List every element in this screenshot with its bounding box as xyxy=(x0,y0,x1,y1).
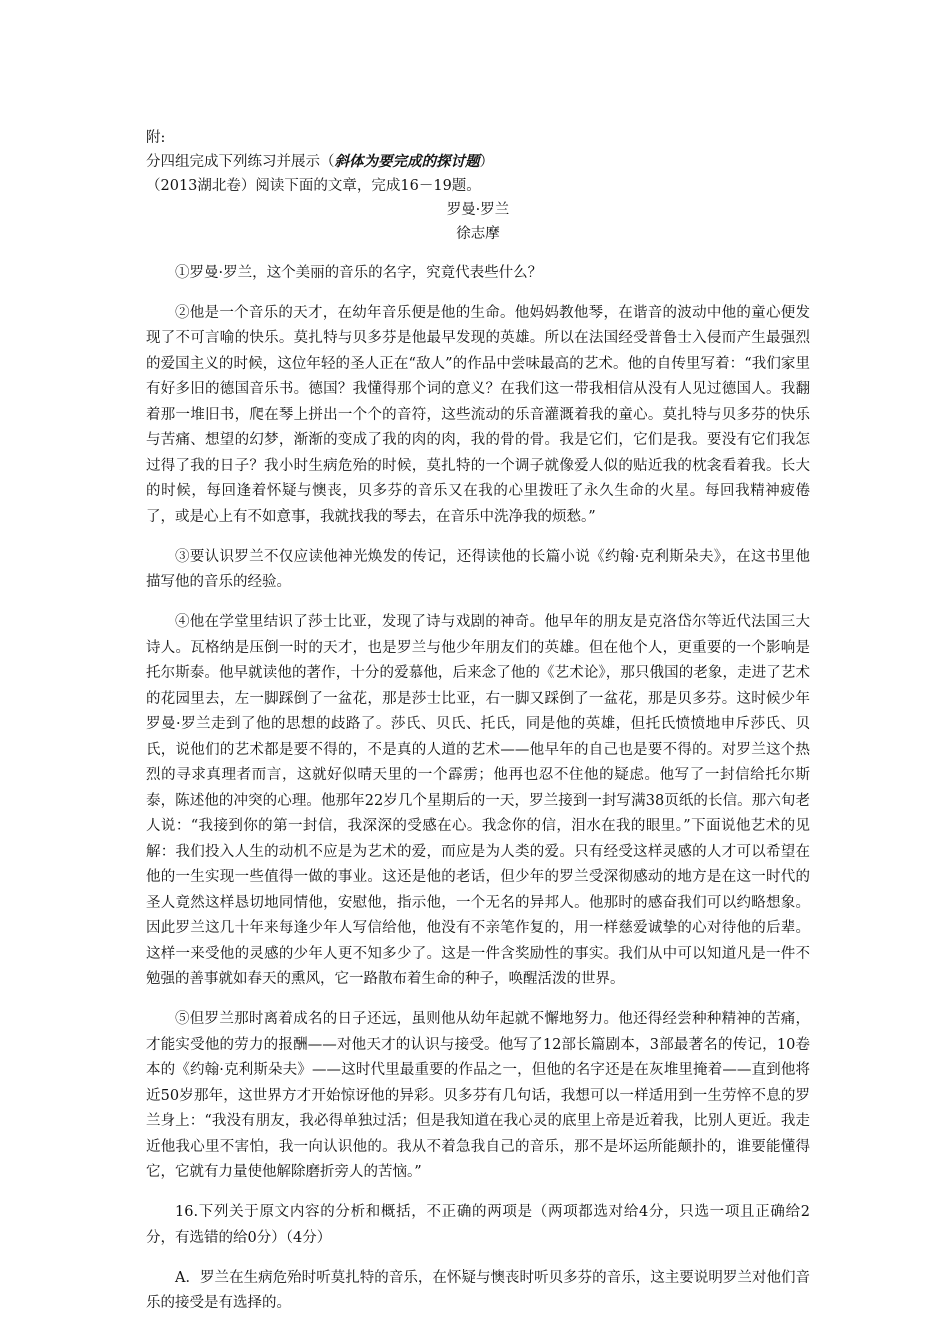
question-16-stem: 16.下列关于原文内容的分析和概括，不正确的两项是（两项都选对给4分，只选一项且正确给2分，有选错的给0分）（4分） xyxy=(146,1204,810,1246)
task-emphasis: 斜体为要完成的探讨题 xyxy=(334,153,480,170)
question-16-option-a: A．罗兰在生病危殆时听莫扎特的音乐，在怀疑与懊丧时听贝多芬的音乐，这主要说明罗兰对他们音乐的接受是有选择的。 xyxy=(146,1269,810,1311)
article-title: 罗曼·罗兰 xyxy=(446,202,510,218)
appendix-label: 附: xyxy=(146,130,166,146)
article-author: 徐志摩 xyxy=(456,226,500,242)
article-paragraph-2: ②他是一个音乐的天才，在幼年音乐便是他的生命。他妈妈教他琴，在谐音的波动中他的童心便发现了不可言喻的快乐。莫扎特与贝多芬是他最早发现的英雄。所以在法国经受普鲁士入侵而产生最强烈的爱国主义的时候，这位年轻的圣人正在“敌人”的作品中尝味最高的艺术。他的自传里写着：“我们家里有好多旧的德国音乐书。德国？我懂得那个词的意义？在我们这一带我相信从没有人见过德国人。我翻着那一堆旧书，爬在琴上拼出一个个的音符，这些流动的乐音灌溉着我的童心。莫扎特与贝多芬的快乐与苦痛、想望的幻梦，渐渐的变成了我的肉的肉，我的骨的骨。我是它们，它们是我。要没有它们我怎过得了我的日子？我小时生病危殆的时候，莫扎特的一个调子就像爱人似的贴近我的枕衾看着我。长大的时候，每回逢着怀疑与懊丧，贝多芬的音乐又在我的心里拨旺了永久生命的火星。每回我精神疲倦了，或是心上有不如意事，我就找我的琴去，在音乐中洗净我的烦愁。” xyxy=(146,304,810,525)
source-line: （2013湖北卷）阅读下面的文章，完成16－19题。 xyxy=(146,178,481,194)
task-instruction xyxy=(146,150,810,174)
article-paragraph-3: ③要认识罗兰不仅应读他神光焕发的传记，还得读他的长篇小说《约翰·克利斯朵夫》，在这书里他描写他的音乐的经验。 xyxy=(146,548,810,590)
article-paragraph-1: ①罗曼·罗兰，这个美丽的音乐的名字，究竟代表些什么？ xyxy=(175,264,543,281)
task-prefix: 分四组完成下列练习并展示（ xyxy=(146,154,335,170)
document-page xyxy=(146,126,810,1331)
task-suffix: ） xyxy=(479,154,494,170)
article-paragraph-5: ⑤但罗兰那时离着成名的日子还远，虽则他从幼年起就不懈地努力。他还得经尝种种精神的苦痛，才能实受他的劳力的报酬——对他天才的认识与接受。他写了12部长篇剧本，3部最著名的传记，10卷本的《约翰·克利斯朵夫》——这时代里最重要的作品之一，但他的名字还是在灰堆里掩着——直到他将近50岁那年，这世界方才开始惊讶他的异彩。贝多芬有几句话，我想可以一样适用到一生劳悴不息的罗兰身上：“我没有朋友，我必得单独过活；但是我知道在我心灵的底里上帝是近着我，比别人更近。我走近他我心里不害怕，我一向认识他的。我从不着急我自己的音乐，那不是坏运所能颠扑的，谁要能懂得它，它就有力量使他解除磨折旁人的苦恼。” xyxy=(146,1011,810,1180)
article-paragraph-4: ④他在学堂里结识了莎士比亚，发现了诗与戏剧的神奇。他早年的朋友是克洛岱尔等近代法国三大诗人。瓦格纳是压倒一时的天才，也是罗兰与他少年朋友们的英雄。但在他个人，更重要的一个影响是托尔斯泰。他早就读他的著作，十分的爱慕他，后来念了他的《艺术论》，那只俄国的老象，走进了艺术的花园里去，左一脚踩倒了一盆花，那是莎士比亚，右一脚又踩倒了一盆花，那是贝多芬。这时候少年罗曼·罗兰走到了他的思想的歧路了。莎氏、贝氏、托氏，同是他的英雄，但托氏愤愤地申斥莎氏、贝氏，说他们的艺术都是要不得的，不是真的人道的艺术——他早年的自己也是要不得的。对罗兰这个热烈的寻求真理者而言，这就好似晴天里的一个霹雳；他再也忍不住他的疑虑。他写了一封信给托尔斯泰，陈述他的冲突的心理。他那年22岁几个星期后的一天，罗兰接到一封写满38页纸的长信。那六旬老人说：“我接到你的第一封信，我深深的受感在心。我念你的信，泪水在我的眼里。”下面说他艺术的见解：我们投入人生的动机不应是为艺术的爱，而应是为人类的爱。只有经受这样灵感的人才可以希望在他的一生实现一些值得一做的事业。这还是他的老话，但少年的罗兰受深彻感动的地方是在这一时代的圣人竟然这样恳切地同情他，安慰他，指示他，一个无名的异邦人。他那时的感奋我们可以约略想象。因此罗兰这几十年来每逢少年人写信给他，他没有不亲笔作复的，用一样慈爱诚挚的心对待他的后辈。这样一来受他的灵感的少年人更不知多少了。这是一件含奖励性的事实。我们从中可以知道凡是一件不勉强的善事就如春天的熏风，它一路散布着生命的种子，唤醒活泼的世界。 xyxy=(146,614,810,987)
